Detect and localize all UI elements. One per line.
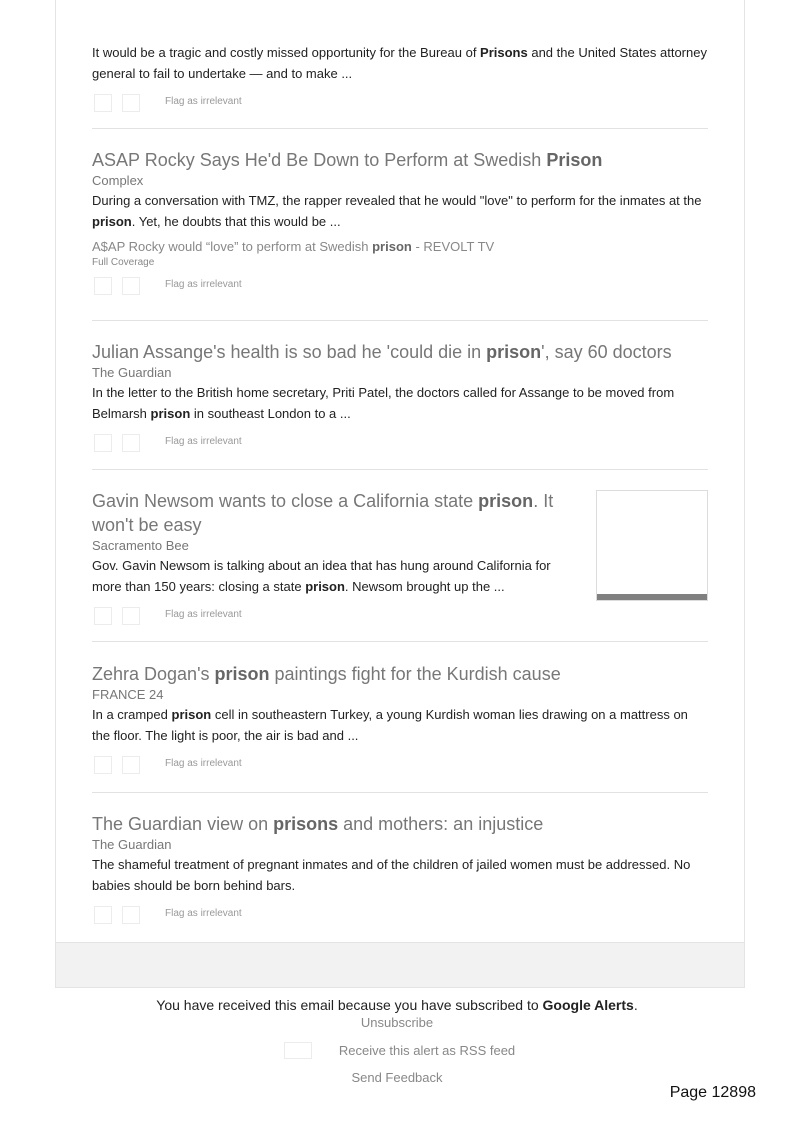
- article-title-link[interactable]: The Guardian view on prisons and mothers: an injustice: [92, 814, 544, 834]
- thumbs-down-checkbox[interactable]: [122, 906, 140, 924]
- page-number: Page 12898: [669, 1084, 756, 1101]
- article-snippet: In the letter to the British home secretary, Priti Patel, the doctors called for Assange to be moved from Belmarsh prison in southeast London to a ...: [92, 385, 675, 421]
- divider: [92, 128, 708, 129]
- full-coverage-article-link[interactable]: A$AP Rocky would “love” to perform at Swedish prison - REVOLT TV: [92, 239, 495, 254]
- article-actions: [92, 756, 708, 776]
- divider: [92, 469, 708, 470]
- flag-irrelevant-link[interactable]: Flag as irrelevant: [165, 436, 242, 447]
- divider: [92, 320, 708, 321]
- flag-irrelevant-link[interactable]: Flag as irrelevant: [165, 96, 242, 107]
- article-actions: [92, 906, 708, 926]
- article-snippet: Gov. Gavin Newsom is talking about an idea that has hung around California for more than 150 years: closing a state prison. Newsom brought up the ...: [92, 558, 551, 594]
- article-4: [92, 489, 572, 627]
- article-title-link[interactable]: Zehra Dogan's prison paintings fight for the Kurdish cause: [92, 664, 561, 684]
- thumbs-down-checkbox[interactable]: [122, 94, 140, 112]
- thumbs-down-checkbox[interactable]: [122, 277, 140, 295]
- divider: [92, 792, 708, 793]
- article-snippet: It would be a tragic and costly missed opportunity for the Bureau of Prisons and the United States attorney general to fail to undertake — and to make ...: [92, 45, 707, 81]
- article-thumbnail-image[interactable]: [596, 490, 708, 601]
- article-actions: [92, 94, 708, 114]
- article-snippet: In a cramped prison cell in southeastern Turkey, a young Kurdish woman lies drawing on a mattress on the floor. The light is poor, the air is bad and ...: [92, 707, 688, 743]
- thumbs-up-checkbox[interactable]: [94, 94, 112, 112]
- flag-irrelevant-link[interactable]: Flag as irrelevant: [165, 758, 242, 769]
- article-actions: [92, 434, 708, 454]
- thumbs-up-checkbox[interactable]: [94, 756, 112, 774]
- divider: [92, 641, 708, 642]
- thumbs-up-checkbox[interactable]: [94, 906, 112, 924]
- article-6: [92, 812, 708, 926]
- article-source: The Guardian: [92, 837, 172, 852]
- thumbs-up-checkbox[interactable]: [94, 277, 112, 295]
- send-feedback-link[interactable]: Send Feedback: [351, 1070, 443, 1085]
- article-title-link[interactable]: Julian Assange's health is so bad he 'could die in prison', say 60 doctors: [92, 342, 672, 362]
- article-snippet: During a conversation with TMZ, the rapper revealed that he would "love" to perform for the inmates at the prison. Yet, he doubts that this would be ...: [92, 193, 702, 229]
- alert-card: [55, 0, 745, 942]
- flag-irrelevant-link[interactable]: Flag as irrelevant: [165, 279, 242, 290]
- article-title-link[interactable]: Gavin Newsom wants to close a California state prison. It won't be easy: [92, 491, 554, 535]
- article-source: Sacramento Bee: [92, 538, 189, 553]
- thumbs-up-checkbox[interactable]: [94, 607, 112, 625]
- thumbs-up-checkbox[interactable]: [94, 434, 112, 452]
- article-snippet: The shameful treatment of pregnant inmates and of the children of jailed women must be addressed. No babies should be born behind bars.: [92, 857, 691, 893]
- thumbs-down-checkbox[interactable]: [122, 756, 140, 774]
- alert-card-footer: [55, 942, 745, 988]
- flag-irrelevant-link[interactable]: Flag as irrelevant: [165, 609, 242, 620]
- article-source: FRANCE 24: [92, 687, 164, 702]
- article-actions: [92, 607, 572, 627]
- article-actions: [92, 277, 708, 297]
- article-title-link[interactable]: ASAP Rocky Says He'd Be Down to Perform at Swedish Prison: [92, 150, 603, 170]
- article-2: [92, 148, 708, 297]
- thumbnail-caption-bar: [597, 594, 707, 600]
- article-5: [92, 662, 708, 776]
- flag-irrelevant-link[interactable]: Flag as irrelevant: [165, 908, 242, 919]
- rss-feed-link[interactable]: Receive this alert as RSS feed: [338, 1043, 516, 1058]
- article-1: [92, 42, 708, 114]
- article-3: [92, 340, 708, 454]
- article-source: The Guardian: [92, 365, 172, 380]
- full-coverage-link[interactable]: Full Coverage: [92, 257, 155, 268]
- thumbs-down-checkbox[interactable]: [122, 434, 140, 452]
- article-source: Complex: [92, 173, 144, 188]
- thumbs-down-checkbox[interactable]: [122, 607, 140, 625]
- subscription-notice: You have received this email because you have subscribed to Google Alerts.: [156, 997, 638, 1013]
- unsubscribe-link[interactable]: Unsubscribe: [360, 1015, 434, 1030]
